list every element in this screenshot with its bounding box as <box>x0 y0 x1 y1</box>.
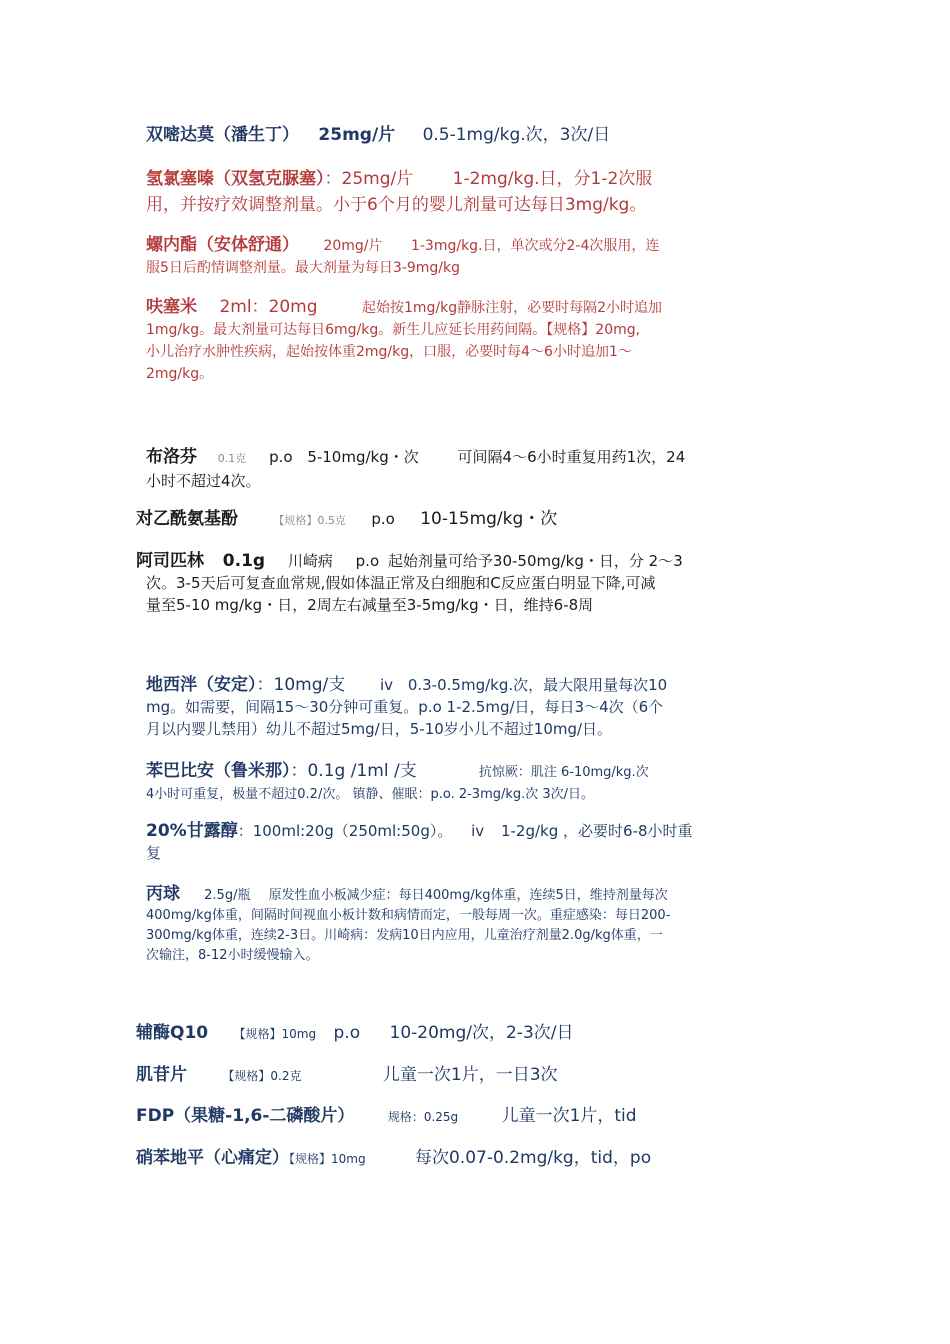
drug-entry <box>146 760 816 806</box>
drug-spec: 2ml：20mg <box>219 297 318 317</box>
drug-spec: 规格：0.25g <box>387 1110 459 1124</box>
drug-name: 呋塞米 <box>146 297 197 317</box>
drug-spec: 【规格】0.2克 <box>222 1069 302 1083</box>
drug-spec: 2.5g/瓶 <box>204 888 251 903</box>
drug-spec: ：100ml:20g（250ml:50g）。 <box>237 822 453 840</box>
drug-dose: 起始按1mg/kg静脉注射，必要时每隔2小时追加 <box>362 300 663 316</box>
drug-dose: 原发性血小板减少症：每日400mg/kg体重，连续5日，维持剂量每次 <box>268 888 668 903</box>
drug-route: p.o <box>333 1023 361 1043</box>
drug-name: 20%甘露醇 <box>146 821 238 841</box>
drug-name: 丙球 <box>146 884 180 904</box>
drug-entry <box>146 124 610 146</box>
drug-dose-cont: 400mg/kg体重，间隔时间视血小板计数和病情而定，一般每周一次。重症感染：每日200- <box>146 908 671 923</box>
drug-spec: 25mg/片 <box>318 125 396 145</box>
drug-entry <box>146 446 816 492</box>
drug-entry <box>136 1022 574 1045</box>
drug-dose: 0.3-0.5mg/kg.次，最大限用量每次10 <box>407 676 668 694</box>
drug-dose-cont: 服5日后酌情调整剂量。最大剂量为每日3-9mg/kg <box>146 260 461 276</box>
drug-name: 肌苷片 <box>136 1065 187 1085</box>
drug-dose-cont: 300mg/kg体重，连续2-3日。川崎病：发病10日内应用，儿童治疗剂量2.0g/kg体重，一 <box>146 928 663 943</box>
drug-dose: 儿童一次1片，tid <box>501 1106 637 1126</box>
drug-entry <box>136 508 557 532</box>
drug-spec: 【规格】10mg <box>289 1152 366 1166</box>
drug-dose-cont: 复 <box>146 844 162 862</box>
drug-entry <box>136 550 816 616</box>
drug-dose-cont: 4小时可重复，极量不超过0.2/次。 镇静、催眠：p.o. 2-3mg/kg.次 3次/日。 <box>146 787 595 802</box>
drug-name: 辅酶Q10 <box>136 1023 209 1043</box>
drug-entry <box>146 674 816 740</box>
drug-dose: 起始剂量可给予30-50mg/kg・日，分 2～3 <box>387 552 683 570</box>
drug-route: p.o <box>269 448 293 466</box>
drug-dose: 10-15mg/kg・次 <box>420 509 558 529</box>
drug-spec: 20mg/片 <box>323 238 383 254</box>
drug-entry <box>146 166 816 218</box>
drug-name: 螺内酯（安体舒通） <box>146 235 299 255</box>
drug-dose: 每次0.07-0.2mg/kg，tid，po <box>414 1148 652 1168</box>
drug-dose-cont: 月以内婴儿禁用）幼儿不超过5mg/日，5-10岁小儿不超过10mg/日。 <box>146 720 613 738</box>
drug-name: 阿司匹林 <box>136 551 204 571</box>
drug-spec: ：0.1g /1ml /支 <box>290 761 417 781</box>
drug-name: 双嘧达莫（潘生丁） <box>146 125 299 145</box>
drug-entry <box>146 820 816 864</box>
drug-route: iv <box>380 676 394 694</box>
drug-entry <box>136 1105 637 1128</box>
drug-route: p.o <box>371 510 395 528</box>
drug-dose: 10-20mg/次，2-3次/日 <box>389 1023 574 1043</box>
drug-dose-cont: 小儿治疗水肿性疾病，起始按体重2mg/kg，口服，必要时每4～6小时追加1～ <box>146 344 632 360</box>
drug-spec: 【规格】10mg <box>233 1027 317 1041</box>
drug-dose-cont: 次。3-5天后可复查血常规,假如体温正常及白细胞和C反应蛋白明显下降,可减 <box>146 574 656 592</box>
drug-entry <box>146 884 816 966</box>
drug-dose-cont: 量至5-10 mg/kg・日，2周左右减量至3-5mg/kg・日，维持6-8周 <box>146 596 594 614</box>
drug-name: 地西泮（安定） <box>146 675 257 695</box>
drug-name: 布洛芬 <box>146 447 197 467</box>
drug-dose: 1-2g/kg ，必要时6-8小时重 <box>500 822 693 840</box>
drug-note: 可间隔4～6小时重复用药1次，24 <box>457 448 686 466</box>
drug-dose-cont: 次输注，8-12小时缓慢输入。 <box>146 948 319 963</box>
drug-entry <box>136 1064 558 1087</box>
drug-dose: 儿童一次1片，一日3次 <box>382 1065 558 1085</box>
drug-route: p.o <box>355 552 380 570</box>
drug-dose: 1-2mg/kg.日，分1-2次服 <box>452 169 653 189</box>
drug-name: 硝苯地平（心痛定） <box>136 1148 289 1168</box>
drug-entry <box>136 1147 651 1170</box>
drug-indication: 川崎病 <box>287 552 333 570</box>
drug-entry <box>146 296 816 385</box>
drug-dose-cont: 1mg/kg。最大剂量可达每日6mg/kg。新生儿应延长用药间隔。【规格】20mg, <box>146 322 641 338</box>
drug-dose-cont: mg。如需要，间隔15～30分钟可重复。p.o 1-2.5mg/日，每日3～4次（6个 <box>146 698 664 716</box>
drug-dose: 5-10mg/kg・次 <box>307 448 419 466</box>
drug-dose: 1-3mg/kg.日，单次或分2-4次服用，连 <box>410 238 660 254</box>
drug-spec: ：10mg/支 <box>256 675 346 695</box>
drug-dose: 抗惊厥：肌注 6-10mg/kg.次 <box>478 765 649 780</box>
drug-name: FDP（果糖-1,6-二磷酸片） <box>136 1106 355 1126</box>
drug-name: 氢氯塞嗪（双氢克脲塞） <box>146 169 325 189</box>
drug-spec: 【规格】0.5克 <box>273 514 346 527</box>
drug-name: 苯巴比安（鲁米那） <box>146 761 291 781</box>
drug-dose-cont: 用，并按疗效调整剂量。小于6个月的婴儿剂量可达每日3mg/kg。 <box>146 195 647 215</box>
drug-dose-cont: 小时不超过4次。 <box>146 472 261 490</box>
drug-spec: ：25mg/片 <box>324 169 414 189</box>
drug-spec: 0.1克 <box>217 452 247 465</box>
drug-dose: 0.5-1mg/kg.次，3次/日 <box>422 125 611 145</box>
drug-entry <box>146 234 816 279</box>
drug-name: 对乙酰氨基酚 <box>136 509 238 529</box>
drug-dose-cont: 2mg/kg。 <box>146 366 214 382</box>
drug-spec: 0.1g <box>222 551 266 571</box>
drug-route: iv <box>471 822 485 840</box>
